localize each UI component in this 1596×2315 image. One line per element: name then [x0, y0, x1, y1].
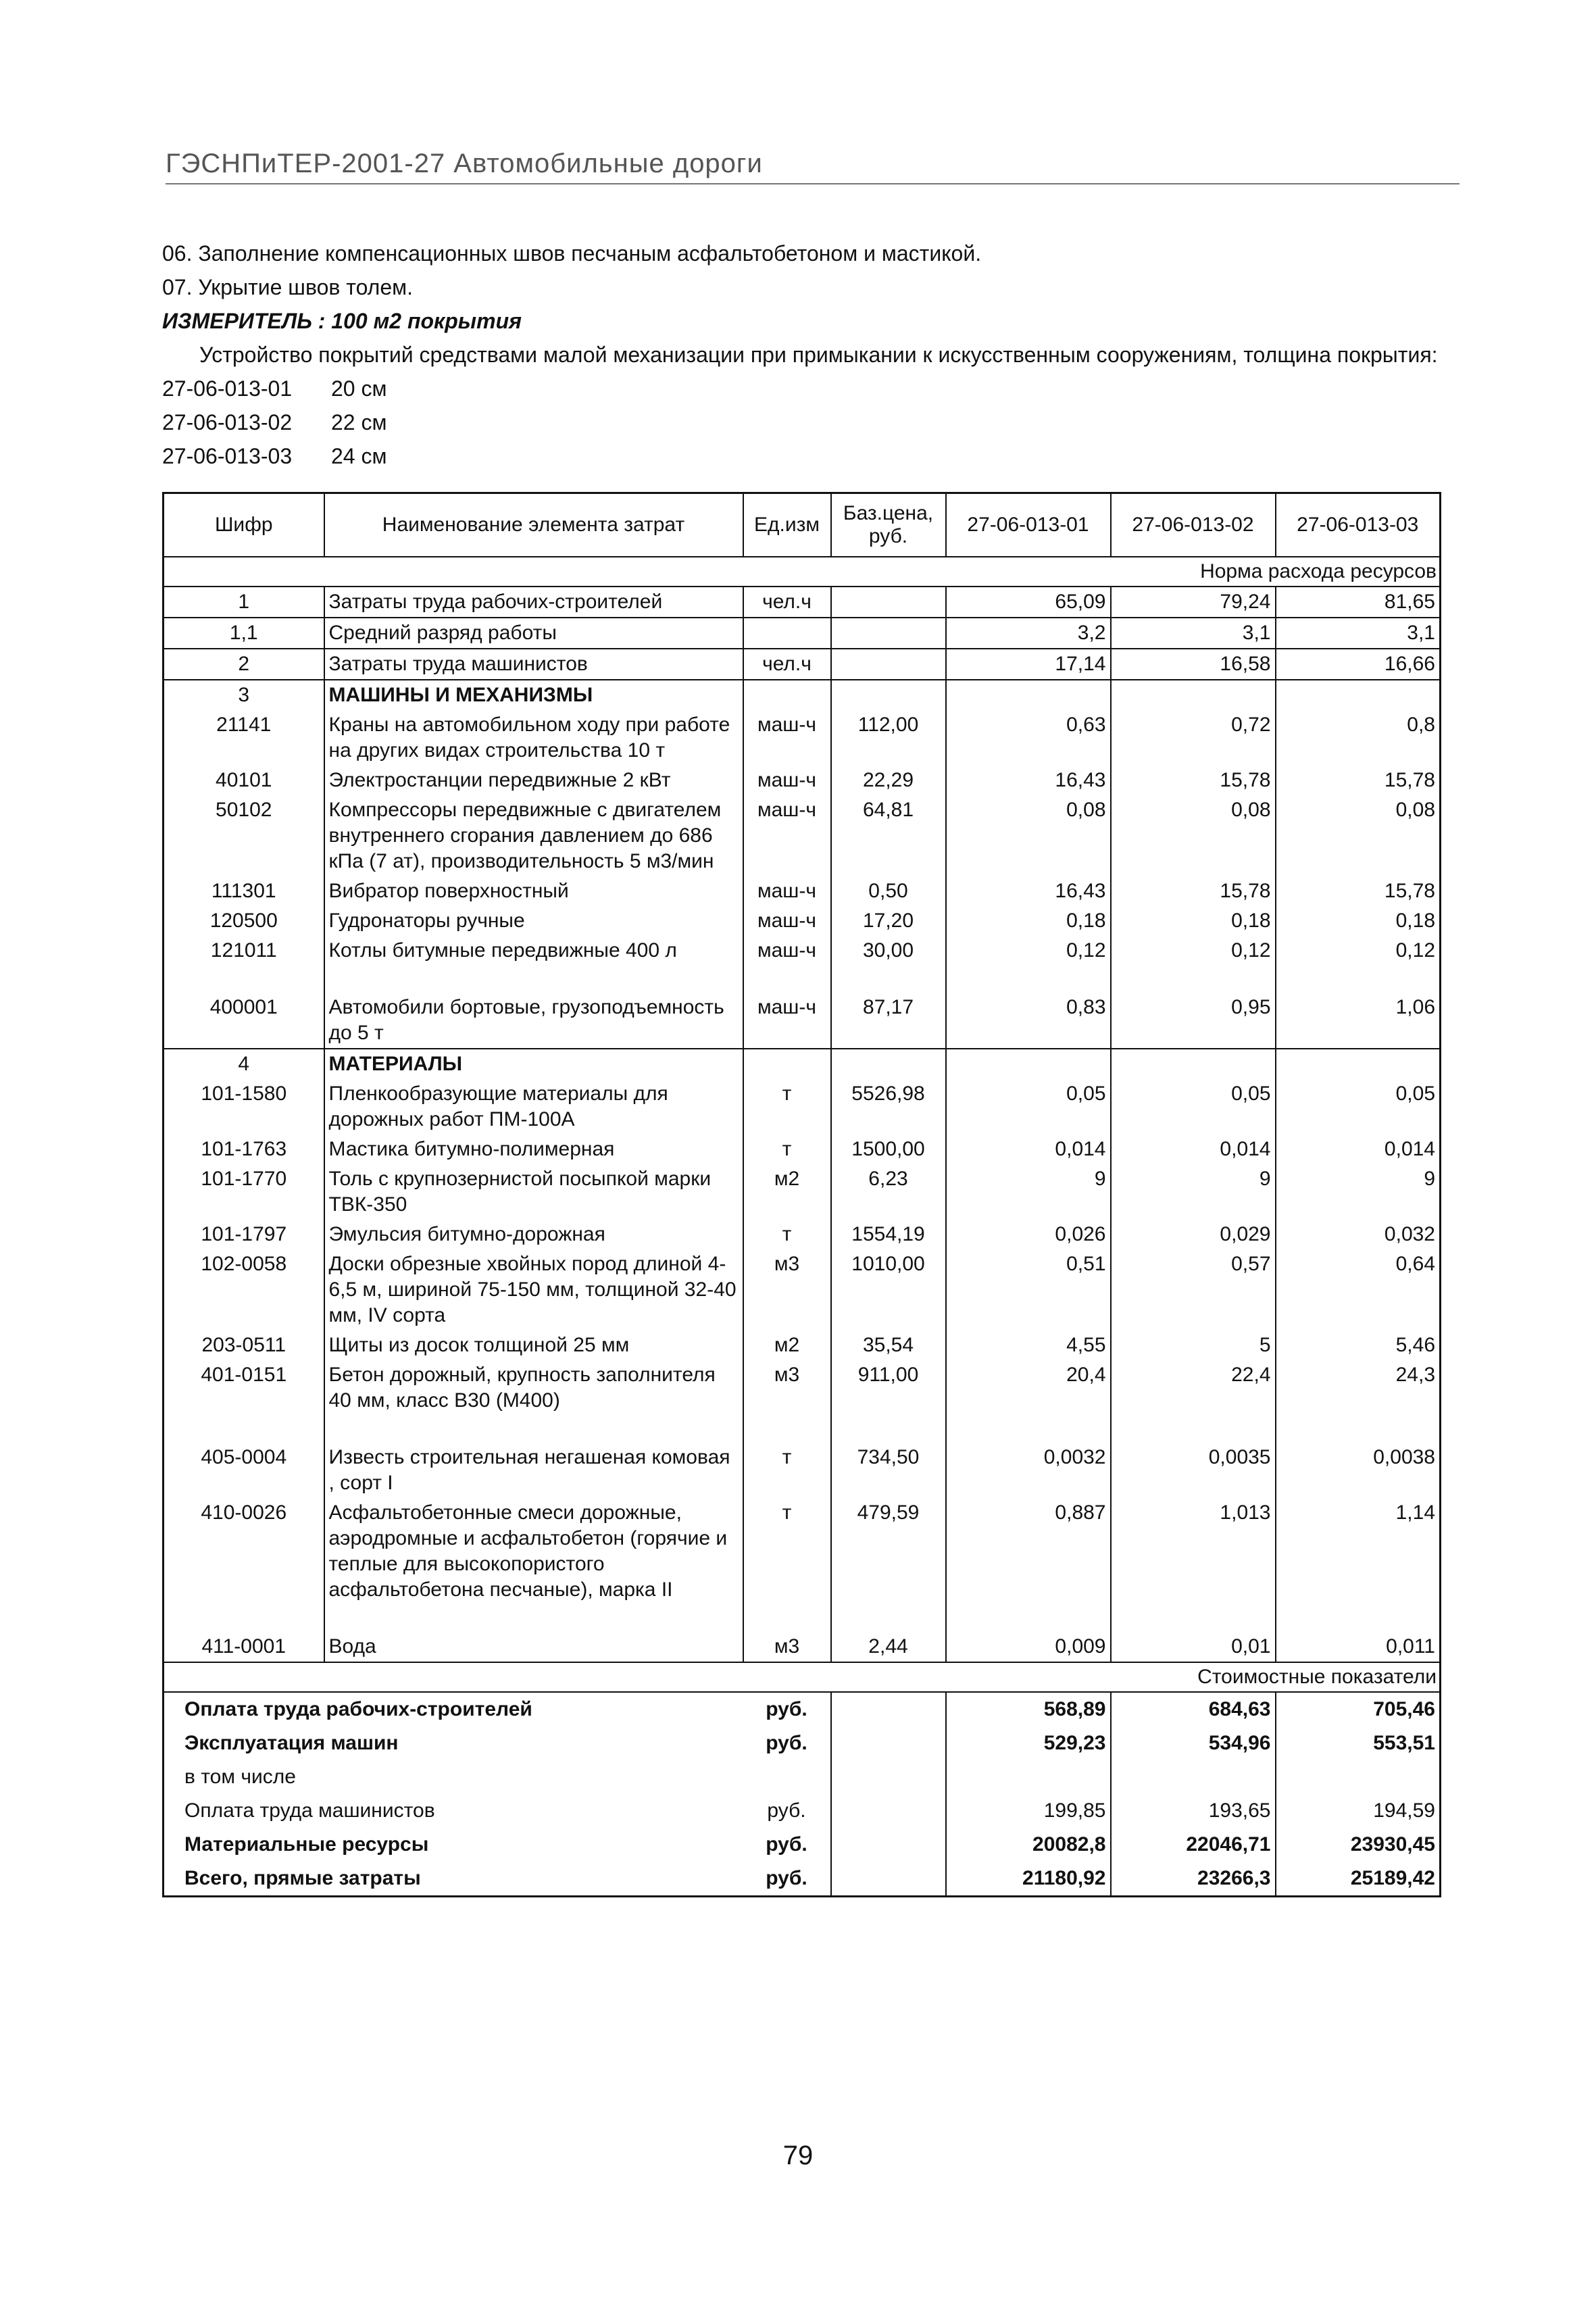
spacer-cell — [743, 1416, 831, 1443]
row-variant-1: 0,12 — [946, 936, 1111, 966]
cost-row — [164, 1862, 1441, 1897]
spacer-row — [164, 1605, 1441, 1632]
spacer-cell — [1111, 1605, 1276, 1632]
cost-variant-3: 23930,45 — [1276, 1828, 1441, 1862]
row-variant-1: 0,014 — [946, 1135, 1111, 1164]
variant-row — [162, 372, 1460, 405]
row-variant-1: 0,009 — [946, 1632, 1111, 1662]
row-name: Мастика битумно-полимерная — [324, 1135, 743, 1164]
row-variant-1: 17,14 — [946, 649, 1111, 680]
row-variant-2: 0,72 — [1111, 710, 1276, 766]
table-row — [164, 766, 1441, 795]
row-variant-3: 1,06 — [1276, 993, 1441, 1049]
row-variant-2: 16,58 — [1111, 649, 1276, 680]
cost-variant-3: 553,51 — [1276, 1726, 1441, 1760]
row-variant-2: 0,95 — [1111, 993, 1276, 1049]
row-name: Вибратор поверхностный — [324, 876, 743, 906]
row-unit: маш-ч — [757, 799, 816, 821]
row-base-price: 734,50 — [831, 1443, 946, 1498]
page-number: 79 — [782, 2141, 814, 2170]
row-unit: т — [782, 1446, 792, 1468]
table-row — [164, 1443, 1441, 1498]
spacer-row — [164, 966, 1441, 993]
table-row — [164, 936, 1441, 966]
table-row — [164, 710, 1441, 766]
row-variant-3: 0,8 — [1276, 710, 1441, 766]
spacer-cell — [946, 1605, 1111, 1632]
row-variant-2: 0,12 — [1111, 936, 1276, 966]
row-variant-1: 0,05 — [946, 1079, 1111, 1135]
row-unit: маш-ч — [757, 910, 816, 932]
row-name: Бетон дорожный, крупность заполнителя 40 мм, класс В30 (М400) — [324, 1360, 743, 1416]
cost-variant-1 — [946, 1760, 1111, 1794]
table-row — [164, 587, 1441, 618]
variant-row — [162, 405, 1460, 439]
row-variant-1: 16,43 — [946, 876, 1111, 906]
cost-label: Всего, прямые затраты — [184, 1867, 421, 1889]
row-base-price: 112,00 — [831, 710, 946, 766]
row-variant-1: 9 — [946, 1164, 1111, 1220]
table-body — [164, 557, 1441, 1897]
row-variant-2: 0,029 — [1111, 1220, 1276, 1249]
row-base-price — [831, 618, 946, 649]
row-code: 101-1580 — [201, 1082, 287, 1105]
spacer-cell — [1276, 1416, 1441, 1443]
row-code: 4 — [164, 1049, 324, 1079]
row-base-price: 911,00 — [831, 1360, 946, 1416]
row-base-price: 1554,19 — [831, 1220, 946, 1249]
row-code: 3 — [164, 680, 324, 710]
row-base-price: 1500,00 — [831, 1135, 946, 1164]
running-header: ГЭСНПиТЕР-2001-27 Автомобильные дороги — [166, 149, 1460, 184]
row-variant-1: 3,2 — [946, 618, 1111, 649]
spacer-cell — [831, 966, 946, 993]
row-code: 121011 — [210, 939, 277, 962]
cost-unit: руб. — [766, 1833, 807, 1856]
row-variant-2 — [1111, 680, 1276, 710]
row-variant-2: 3,1 — [1111, 618, 1276, 649]
row-variant-3: 16,66 — [1276, 649, 1441, 680]
table-row — [164, 1220, 1441, 1249]
row-name: МАТЕРИАЛЫ — [324, 1049, 743, 1079]
header-unit: Ед.изм — [743, 493, 831, 557]
cost-variant-1: 568,89 — [946, 1692, 1111, 1726]
row-name: Вода — [324, 1632, 743, 1662]
row-variant-2: 79,24 — [1111, 587, 1276, 618]
variant-code: 27-06-013-03 — [162, 444, 293, 468]
row-name: Гудронаторы ручные — [324, 906, 743, 936]
cost-variant-1: 21180,92 — [946, 1862, 1111, 1897]
row-code: 1,1 — [164, 618, 324, 649]
table-row — [164, 795, 1441, 876]
header-code: Шифр — [164, 493, 324, 557]
row-variant-1: 0,18 — [946, 906, 1111, 936]
row-base-price: 30,00 — [831, 936, 946, 966]
row-variant-2: 5 — [1111, 1330, 1276, 1360]
cost-label: Эксплуатация машин — [184, 1732, 399, 1754]
row-code: 411-0001 — [201, 1635, 286, 1658]
row-variant-1: 0,08 — [946, 795, 1111, 876]
row-name: Котлы битумные передвижные 400 л — [324, 936, 743, 966]
row-unit: м2 — [774, 1334, 800, 1356]
cost-base-price — [831, 1828, 946, 1862]
row-variant-3: 0,05 — [1276, 1079, 1441, 1135]
cost-variant-2: 684,63 — [1111, 1692, 1276, 1726]
row-unit: м3 — [774, 1253, 800, 1275]
row-variant-3: 0,032 — [1276, 1220, 1441, 1249]
cost-unit: руб. — [767, 1799, 806, 1822]
cost-base-price — [831, 1794, 946, 1828]
row-code: 102-0058 — [201, 1253, 287, 1275]
header-variant-3: 27-06-013-03 — [1276, 493, 1441, 557]
row-unit: т — [782, 1223, 792, 1245]
cost-variant-1: 199,85 — [946, 1794, 1111, 1828]
row-code: 21141 — [216, 714, 272, 736]
variant-thickness: 22 см — [331, 410, 387, 434]
row-name: Доски обрезные хвойных пород длиной 4-6,5 м, шириной 75-150 мм, толщиной 32-40 мм, IV сорта — [324, 1249, 743, 1330]
row-variant-2: 0,014 — [1111, 1135, 1276, 1164]
row-variant-3: 1,14 — [1276, 1498, 1441, 1605]
work-step-07: 07. Укрытие швов толем. — [162, 275, 414, 299]
spacer-cell — [324, 966, 743, 993]
row-variant-1: 16,43 — [946, 766, 1111, 795]
row-code: 111301 — [211, 880, 276, 902]
spacer-cell — [1111, 1416, 1276, 1443]
cost-variant-2: 534,96 — [1111, 1726, 1276, 1760]
row-unit: м2 — [774, 1168, 800, 1190]
spacer-cell — [164, 1605, 324, 1632]
row-code: 101-1763 — [201, 1138, 287, 1160]
row-variant-1 — [946, 680, 1111, 710]
row-unit: маш-ч — [757, 714, 816, 736]
cost-row — [164, 1828, 1441, 1862]
table-header-row — [164, 493, 1441, 557]
row-name: Компрессоры передвижные с двигателем внутреннего сгорания давлением до 686 кПа (7 ат), производительность 5 м3/мин — [324, 795, 743, 876]
row-variant-1: 0,51 — [946, 1249, 1111, 1330]
cost-unit: руб. — [766, 1867, 807, 1889]
table-row — [164, 1360, 1441, 1416]
cost-variant-2: 193,65 — [1111, 1794, 1276, 1828]
row-unit: чел.ч — [762, 591, 812, 613]
table-row — [164, 1164, 1441, 1220]
spacer-cell — [1276, 966, 1441, 993]
cost-base-price — [831, 1862, 946, 1897]
variant-thickness: 24 см — [331, 444, 387, 468]
row-code: 1 — [238, 591, 250, 613]
row-unit: т — [782, 1082, 792, 1105]
row-variant-1: 0,0032 — [946, 1443, 1111, 1498]
cost-row — [164, 1794, 1441, 1828]
spacer-cell — [1276, 1605, 1441, 1632]
table-row — [164, 618, 1441, 649]
row-code: 120500 — [209, 910, 278, 932]
row-base-price: 35,54 — [831, 1330, 946, 1360]
cost-row — [164, 1692, 1441, 1726]
row-variant-3 — [1276, 680, 1441, 710]
row-name: Пленкообразующие материалы для дорожных работ ПМ-100А — [324, 1079, 743, 1135]
spacer-cell — [743, 966, 831, 993]
row-variant-3: 9 — [1276, 1164, 1441, 1220]
row-variant-3: 0,014 — [1276, 1135, 1441, 1164]
spacer-cell — [831, 1605, 946, 1632]
row-name: Известь строительная негашеная комовая , сорт I — [324, 1443, 743, 1498]
row-base-price: 64,81 — [831, 795, 946, 876]
cost-row — [164, 1760, 1441, 1794]
cost-caption-row — [164, 1662, 1441, 1692]
cost-variant-3: 25189,42 — [1276, 1862, 1441, 1897]
cost-unit: руб. — [766, 1698, 807, 1720]
cost-label: в том числе — [184, 1766, 296, 1788]
header-name: Наименование элемента затрат — [324, 493, 743, 557]
cost-variant-2: 22046,71 — [1111, 1828, 1276, 1862]
table-row — [164, 649, 1441, 680]
row-unit — [743, 680, 831, 710]
table-row — [164, 993, 1441, 1049]
table-row — [164, 1249, 1441, 1330]
row-variant-2: 15,78 — [1111, 876, 1276, 906]
row-variant-1: 0,887 — [946, 1498, 1111, 1605]
row-variant-3: 3,1 — [1276, 618, 1441, 649]
row-name: Затраты труда машинистов — [324, 649, 743, 680]
table-row — [164, 1632, 1441, 1662]
table-row — [164, 906, 1441, 936]
spacer-cell — [1111, 966, 1276, 993]
row-variant-3: 0,64 — [1276, 1249, 1441, 1330]
row-unit: т — [782, 1501, 792, 1524]
measure-unit: ИЗМЕРИТЕЛЬ : 100 м2 покрытия — [162, 309, 522, 333]
cost-unit: руб. — [766, 1732, 807, 1754]
row-variant-2: 0,01 — [1111, 1632, 1276, 1662]
row-variant-1: 0,83 — [946, 993, 1111, 1049]
variant-thickness: 20 см — [331, 376, 387, 401]
row-unit: м3 — [774, 1364, 800, 1386]
cost-variant-3 — [1276, 1760, 1441, 1794]
row-variant-1: 4,55 — [946, 1330, 1111, 1360]
row-variant-3: 24,3 — [1276, 1360, 1441, 1416]
row-base-price: 6,23 — [831, 1164, 946, 1220]
norm-caption: Норма расхода ресурсов — [164, 557, 1441, 587]
cost-base-price — [831, 1760, 946, 1794]
row-unit: м3 — [774, 1635, 800, 1658]
cost-base-price — [831, 1726, 946, 1760]
spacer-row — [164, 1416, 1441, 1443]
cost-variant-2: 23266,3 — [1111, 1862, 1276, 1897]
norm-caption-row — [164, 557, 1441, 587]
row-base-price: 22,29 — [831, 766, 946, 795]
work-description: Устройство покрытий средствами малой механизации при примыкании к искусственным сооружениям, толщина покрытия: — [199, 343, 1438, 367]
row-variant-3: 15,78 — [1276, 766, 1441, 795]
row-name: Щиты из досок толщиной 25 мм — [324, 1330, 743, 1360]
work-step-06: 06. Заполнение компенсационных швов песчаным асфальтобетоном и мастикой. — [162, 241, 982, 266]
row-base-price: 479,59 — [831, 1498, 946, 1605]
row-base-price: 2,44 — [831, 1632, 946, 1662]
table-row — [164, 680, 1441, 710]
row-variant-2: 0,0035 — [1111, 1443, 1276, 1498]
row-variant-3 — [1276, 1049, 1441, 1079]
row-base-price — [831, 680, 946, 710]
row-variant-2: 0,08 — [1111, 795, 1276, 876]
cost-unit — [743, 1760, 831, 1794]
row-unit: маш-ч — [757, 880, 816, 902]
resource-norm-table — [162, 492, 1441, 1897]
row-base-price — [831, 1049, 946, 1079]
row-code: 2 — [164, 649, 324, 680]
row-unit — [743, 618, 831, 649]
cost-variant-3: 705,46 — [1276, 1692, 1441, 1726]
row-base-price — [831, 587, 946, 618]
row-variant-3: 0,0038 — [1276, 1443, 1441, 1498]
header-base-price: Баз.цена, руб. — [831, 493, 946, 557]
cost-label: Оплата труда рабочих-строителей — [184, 1698, 532, 1720]
spacer-cell — [164, 966, 324, 993]
row-variant-2: 22,4 — [1111, 1360, 1276, 1416]
row-variant-2: 1,013 — [1111, 1498, 1276, 1605]
table-row — [164, 1079, 1441, 1135]
row-variant-2: 0,18 — [1111, 906, 1276, 936]
row-variant-2: 0,05 — [1111, 1079, 1276, 1135]
row-code: 50102 — [216, 799, 272, 821]
row-name: МАШИНЫ И МЕХАНИЗМЫ — [324, 680, 743, 710]
row-name: Краны на автомобильном ходу при работе на других видах строительства 10 т — [324, 710, 743, 766]
row-unit: маш-ч — [757, 939, 816, 962]
row-variant-3: 81,65 — [1276, 587, 1441, 618]
row-name: Автомобили бортовые, грузоподъемность до 5 т — [324, 993, 743, 1049]
row-unit: маш-ч — [757, 996, 816, 1018]
row-variant-1 — [946, 1049, 1111, 1079]
row-unit: т — [782, 1138, 792, 1160]
row-variant-1: 65,09 — [946, 587, 1111, 618]
spacer-cell — [946, 1416, 1111, 1443]
row-code: 400001 — [209, 996, 278, 1018]
spacer-cell — [324, 1416, 743, 1443]
row-unit — [743, 1049, 831, 1079]
row-code: 405-0004 — [201, 1446, 287, 1468]
row-code: 101-1797 — [201, 1223, 287, 1245]
row-code: 40101 — [216, 769, 272, 791]
header-variant-1: 27-06-013-01 — [946, 493, 1111, 557]
cost-label: Материальные ресурсы — [184, 1833, 429, 1856]
row-name: Толь с крупнозернистой посыпкой марки ТВК-350 — [324, 1164, 743, 1220]
row-name: Асфальтобетонные смеси дорожные, аэродромные и асфальтобетон (горячие и теплые для высокопористого асфальтобетона песчаные), марка II — [324, 1498, 743, 1605]
cost-caption: Стоимостные показатели — [164, 1662, 1441, 1692]
row-base-price: 87,17 — [831, 993, 946, 1049]
cost-variant-2 — [1111, 1760, 1276, 1794]
header-variant-2: 27-06-013-02 — [1111, 493, 1276, 557]
intro-block — [162, 237, 1460, 473]
table-row — [164, 1498, 1441, 1605]
row-name: Средний разряд работы — [324, 618, 743, 649]
row-variant-2: 9 — [1111, 1164, 1276, 1220]
row-unit: маш-ч — [757, 769, 816, 791]
row-base-price — [831, 649, 946, 680]
table-row — [164, 876, 1441, 906]
row-variant-3: 0,18 — [1276, 906, 1441, 936]
variant-code: 27-06-013-02 — [162, 410, 293, 434]
row-base-price: 0,50 — [831, 876, 946, 906]
row-base-price: 17,20 — [831, 906, 946, 936]
row-variant-2 — [1111, 1049, 1276, 1079]
table-row — [164, 1135, 1441, 1164]
row-variant-1: 0,63 — [946, 710, 1111, 766]
row-variant-3: 0,08 — [1276, 795, 1441, 876]
row-code: 401-0151 — [201, 1364, 287, 1386]
spacer-cell — [324, 1605, 743, 1632]
row-code: 410-0026 — [201, 1501, 287, 1524]
table-row — [164, 1049, 1441, 1079]
row-variant-2: 15,78 — [1111, 766, 1276, 795]
row-unit: чел.ч — [743, 649, 831, 680]
cost-base-price — [831, 1692, 946, 1726]
cost-variant-1: 529,23 — [946, 1726, 1111, 1760]
cost-label: Оплата труда машинистов — [184, 1799, 435, 1822]
spacer-cell — [831, 1416, 946, 1443]
spacer-cell — [743, 1605, 831, 1632]
row-base-price: 5526,98 — [831, 1079, 946, 1135]
variant-row — [162, 439, 1460, 473]
row-name: Электростанции передвижные 2 кВт — [324, 766, 743, 795]
table-row — [164, 1330, 1441, 1360]
cost-row — [164, 1726, 1441, 1760]
cost-variant-1: 20082,8 — [946, 1828, 1111, 1862]
row-name: Эмульсия битумно-дорожная — [324, 1220, 743, 1249]
row-variant-1: 20,4 — [946, 1360, 1111, 1416]
row-code: 203-0511 — [201, 1334, 286, 1356]
cost-variant-3: 194,59 — [1276, 1794, 1441, 1828]
row-variant-3: 0,011 — [1276, 1632, 1441, 1662]
row-variant-3: 5,46 — [1276, 1330, 1441, 1360]
row-variant-3: 0,12 — [1276, 936, 1441, 966]
spacer-cell — [946, 966, 1111, 993]
row-base-price: 1010,00 — [831, 1249, 946, 1330]
row-variant-2: 0,57 — [1111, 1249, 1276, 1330]
row-variant-3: 15,78 — [1276, 876, 1441, 906]
row-variant-1: 0,026 — [946, 1220, 1111, 1249]
spacer-cell — [164, 1416, 324, 1443]
row-code: 101-1770 — [201, 1168, 287, 1190]
row-name: Затраты труда рабочих-строителей — [324, 587, 743, 618]
variant-code: 27-06-013-01 — [162, 376, 293, 401]
